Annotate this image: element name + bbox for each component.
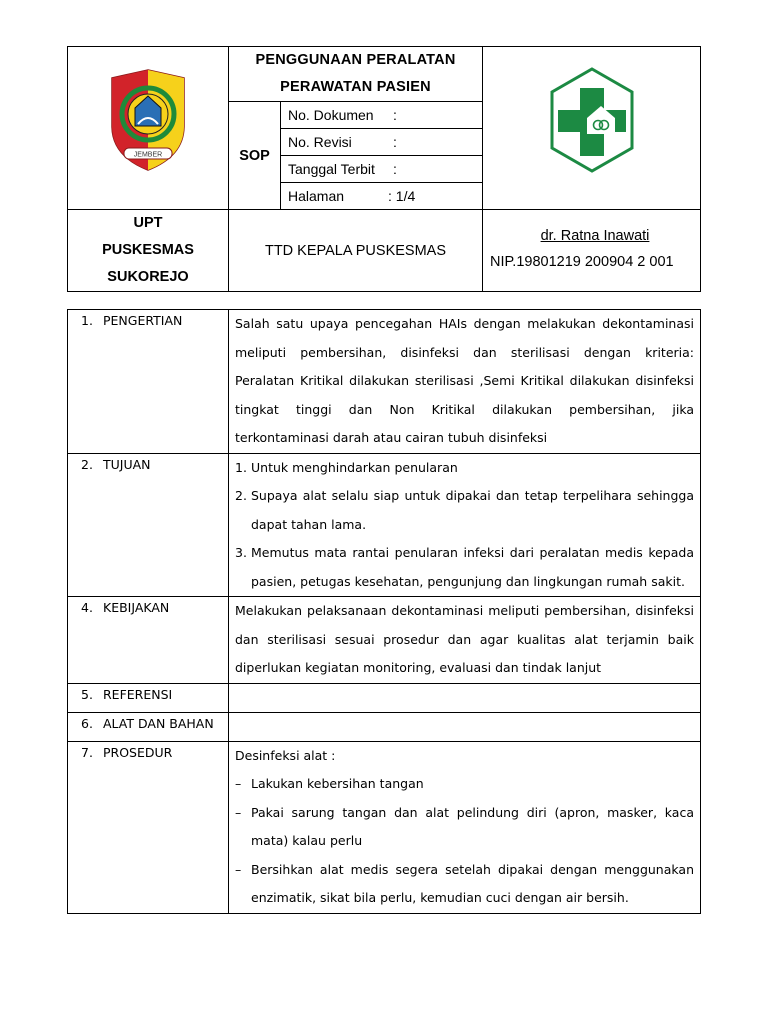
section-label: PENGERTIAN [103, 313, 183, 328]
list-text: Pakai sarung tangan dan alat pelindung diri (apron, masker, kaca mata) kalau perlu [251, 804, 694, 848]
sop-label: SOP [229, 102, 281, 210]
signer-block [483, 210, 701, 292]
section-number: 4. [81, 600, 93, 615]
sop-content-table [67, 309, 701, 914]
list-text: Memutus mata rantai penularan infeksi dari peralatan medis kepada pasien, petugas kesehatan, pengunjung dan lingkungan rumah sakit. [251, 545, 694, 589]
section-label: PROSEDUR [103, 744, 173, 760]
doc-no-row [281, 102, 483, 129]
section-content: Melakukan pelaksanaan dekontaminasi meliputi pembersihan, disinfeksi dan sterilisasi sesuai prosedur dan agar kualitas alat terjamin baik diperlukan kegiatan monitoring, evaluasi dan tindak lanjut [229, 597, 701, 684]
list-text: Lakukan kebersihan tangan [251, 776, 424, 791]
document-title [229, 47, 483, 102]
section-label: TUJUAN [103, 456, 151, 472]
section-alat-dan-bahan [68, 712, 701, 741]
doc-no-label: No. Dokumen [288, 107, 374, 123]
section-content [229, 453, 701, 597]
section-number: 1. [81, 313, 93, 328]
list-marker: 1. [235, 459, 247, 475]
org-line-3: SUKOREJO [107, 269, 189, 285]
doc-no-value: : [393, 107, 397, 123]
section-prosedur [68, 741, 701, 913]
page-label: Halaman [288, 188, 345, 204]
list-item [235, 770, 694, 799]
list-item [235, 799, 694, 856]
section-label: REFERENSI [103, 686, 173, 702]
signer-nip: NIP.19801219 200904 2 001 [490, 253, 674, 270]
section-label: ALAT DAN BAHAN [103, 715, 214, 731]
issue-date-row [281, 156, 483, 183]
title-line-2: PERAWATAN PASIEN [280, 79, 431, 95]
list-text: Untuk menghindarkan penularan [251, 459, 458, 475]
right-logo-cell [483, 47, 701, 210]
list-marker: 2. [235, 488, 247, 503]
puskesmas-logo [547, 66, 637, 176]
regency-crest-logo [108, 68, 188, 172]
org-line-2: PUSKESMAS [102, 242, 194, 258]
page-row [281, 183, 483, 210]
issue-date-value: : [393, 161, 397, 177]
list-marker: – [235, 804, 242, 820]
section-content [229, 741, 701, 913]
section-pengertian [68, 310, 701, 454]
signature-title: TTD KEPALA PUSKESMAS [229, 210, 483, 292]
list-marker: 3. [235, 545, 247, 560]
list-text: Supaya alat selalu siap untuk dipakai dan tetap terpelihara sehingga dapat tahan lama. [251, 488, 694, 532]
revision-label: No. Revisi [288, 134, 352, 150]
sop-header-table [67, 46, 701, 292]
section-number: 5. [81, 686, 93, 702]
issue-date-label: Tanggal Terbit [288, 161, 375, 177]
left-logo-cell [68, 47, 229, 210]
section-number: 2. [81, 456, 93, 472]
revision-row [281, 129, 483, 156]
section-label: KEBIJAKAN [103, 600, 170, 615]
list-marker: – [235, 861, 242, 877]
section-content: Salah satu upaya pencegahan HAIs dengan melakukan dekontaminasi meliputi pembersihan, disinfeksi dan sterilisasi dengan kriteria: Peralatan Kritikal dilakukan sterilisasi ,Semi Kritikal dilakukan disinfeksi tingkat tinggi dan Non Kritikal dilakukan pembersihan, jika terkontaminasi darah atau cairan tubuh disinfeksi [229, 310, 701, 454]
revision-value: : [393, 134, 397, 150]
crest-text: JEMBER [133, 151, 163, 159]
org-line-1: UPT [133, 215, 163, 231]
list-item [235, 539, 694, 596]
page-value: : 1/4 [388, 188, 416, 204]
list-item [235, 482, 694, 539]
section-kebijakan [68, 597, 701, 684]
section-content [229, 712, 701, 741]
signer-name: dr. Ratna Inawati [540, 227, 650, 244]
title-line-1: PENGGUNAAN PERALATAN [255, 52, 456, 68]
list-text: Bersihkan alat medis segera setelah dipakai dengan menggunakan enzimatik, sikat bila perlu, kemudian cuci dengan air bersih. [251, 861, 694, 905]
procedure-intro: Desinfeksi alat : [235, 747, 336, 763]
list-item [235, 856, 694, 913]
section-tujuan [68, 453, 701, 597]
section-referensi [68, 683, 701, 712]
organization-name [68, 210, 229, 292]
section-number: 6. [81, 715, 93, 731]
list-marker: – [235, 776, 242, 791]
section-content [229, 683, 701, 712]
section-number: 7. [81, 744, 93, 760]
list-item [235, 454, 694, 483]
